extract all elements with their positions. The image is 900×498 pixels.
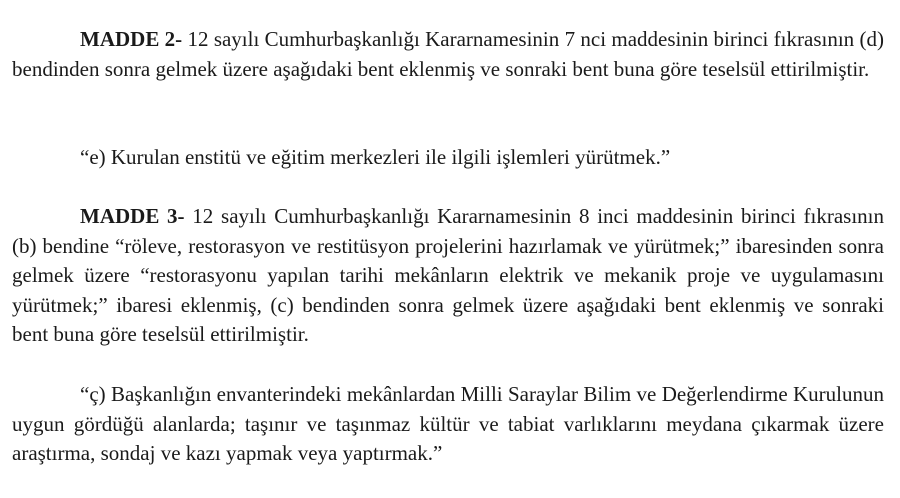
article-2-paragraph bbox=[12, 25, 884, 84]
article-3-clause-c-cedilla bbox=[12, 380, 884, 469]
article-3-paragraph bbox=[12, 202, 884, 350]
article-2-label: MADDE 2- bbox=[80, 27, 183, 51]
article-2-clause-e bbox=[12, 143, 884, 173]
clause-e-text: “e) Kurulan enstitü ve eğitim merkezleri ile ilgili işlemleri yürütmek.” bbox=[80, 145, 671, 169]
article-3-label: MADDE 3- bbox=[80, 204, 185, 228]
clause-c-cedilla-text: “ç) Başkanlığın envanterindeki mekânlardan Milli Saraylar Bilim ve Değerlendirme Kurulunun uygun gördüğü alanlarda; taşınır ve taşınmaz kültür ve tabiat varlıklarını meydana çıkarmak üzere araştırma, sondaj ve kazı yapmak veya yaptırmak.” bbox=[12, 382, 884, 465]
article-3-text: 12 sayılı Cumhurbaşkanlığı Kararnamesinin 8 inci maddesinin birinci fıkrasının (b) bendine “röleve, restorasyon ve restitüsyon projelerini hazırlamak ve yürütmek;” ibaresinden sonra gelmek üzere “restorasyonu yapılan tarihi mekânların elektrik ve mekanik proje ve uygulamasını yürütmek;” ibaresi eklenmiş, (c) bendinden sonra gelmek üzere aşağıdaki bent eklenmiş ve sonraki bent buna göre teselsül ettirilmiştir. bbox=[12, 204, 884, 346]
article-2-text: 12 sayılı Cumhurbaşkanlığı Kararnamesinin 7 nci maddesinin birinci fıkrasının (d) bendinden sonra gelmek üzere aşağıdaki bent eklenmiş ve sonraki bent buna göre teselsül ettirilmiştir. bbox=[12, 27, 884, 81]
